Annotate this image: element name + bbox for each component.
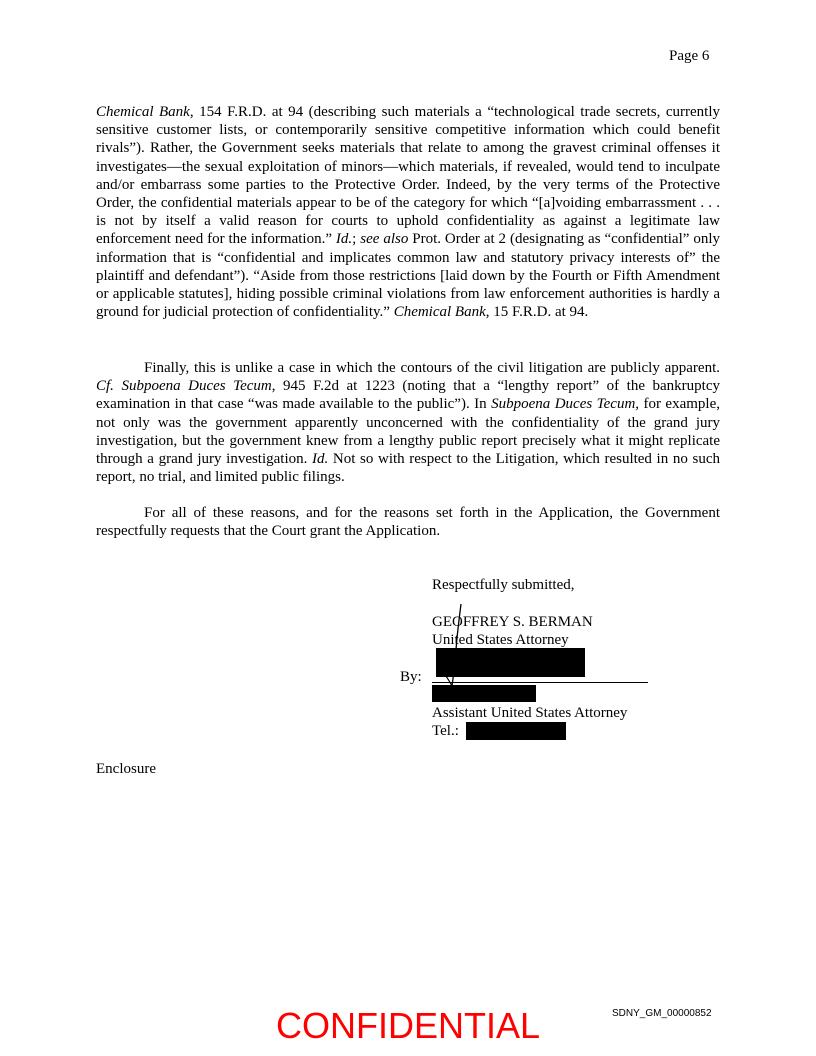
paragraph-text: Not so with respect to the Litigation, which resulted in no such report, no trial, and limited public filings.: [96, 451, 720, 486]
page-number: Page 6: [669, 48, 710, 64]
redaction-box: [436, 648, 585, 677]
confidential-stamp: CONFIDENTIAL: [275, 1005, 541, 1046]
by-label: By:: [400, 669, 422, 685]
paragraph-text: Prot. Order at 2 (designating as “confidential” only information that is “confidential and implicates common law and statutory privacy interests of” the plaintiff and defendant”). “Aside from those restrictions [laid down by the Fourth or Fifth Amendment or applicable statutes], hiding possible criminal violations from law enforcement authorities is hardly a ground for judicial protection of confidentiality.”: [96, 231, 720, 321]
enclosure-label: Enclosure: [96, 761, 156, 777]
see-also-signal: see also: [360, 231, 409, 248]
redaction-box: [466, 722, 566, 740]
attorney-title: Assistant United States Attorney: [432, 705, 628, 721]
telephone-label: Tel.:: [432, 723, 459, 739]
cf-citation: Cf. Subpoena Duces Tecum: [96, 378, 272, 395]
paragraph-text: ;: [352, 231, 361, 248]
paragraph-conclusion: For all of these reasons, and for the reasons set forth in the Application, the Government respectfully requests that the Court grant the Application.: [96, 505, 720, 540]
case-citation: Chemical Bank: [393, 304, 486, 321]
paragraph-finally: [96, 359, 720, 486]
attorney-name: GEOFFREY S. BERMAN: [432, 614, 593, 630]
signature-line: [432, 682, 648, 683]
paragraph-text: , for example, not only was the government apparently unconcerned with the confidentiality of the grand jury investigation, but the government knew from a lengthy public report precisely what it might replicate through a grand jury investigation.: [96, 396, 720, 468]
closing-line: Respectfully submitted,: [432, 577, 575, 593]
case-citation: Chemical Bank: [96, 104, 190, 120]
paragraph-chemical-bank: [96, 103, 720, 321]
attorney-office: United States Attorney: [432, 632, 569, 648]
bates-number: SDNY_GM_00000852: [612, 1008, 712, 1019]
redaction-box: [432, 685, 536, 702]
paragraph-text: , 945 F.2d at 1223 (noting that a “lengthy report” of the bankruptcy examination in that case “was made available to the public”). In: [96, 378, 720, 413]
case-citation: Subpoena Duces Tecum: [491, 396, 636, 413]
paragraph-text: Finally, this is unlike a case in which the contours of the civil litigation are publicly apparent.: [144, 360, 720, 376]
id-citation: Id.: [335, 231, 353, 248]
paragraph-text: , 15 F.R.D. at 94.: [485, 304, 589, 321]
paragraph-text: , 154 F.R.D. at 94 (describing such materials a “technological trade secrets, currently sensitive customer lists, or contemporarily sensitive competitive information which could benefit rivals”). Rather, the Government seeks materials that relate to among the gravest criminal offenses it investigates—the sexual exploitation of minors—which materials, if revealed, would tend to inculpate and/or embarrass some parties to the Protective Order. Indeed, by the very terms of the Protective Order, the confidential materials appear to be of the category for which “[a]voiding embarrassment . . . is not by itself a valid reason for courts to uphold confidentiality as against a legitimate law enforcement need for the information.”: [96, 104, 720, 248]
id-citation: Id.: [312, 451, 329, 468]
